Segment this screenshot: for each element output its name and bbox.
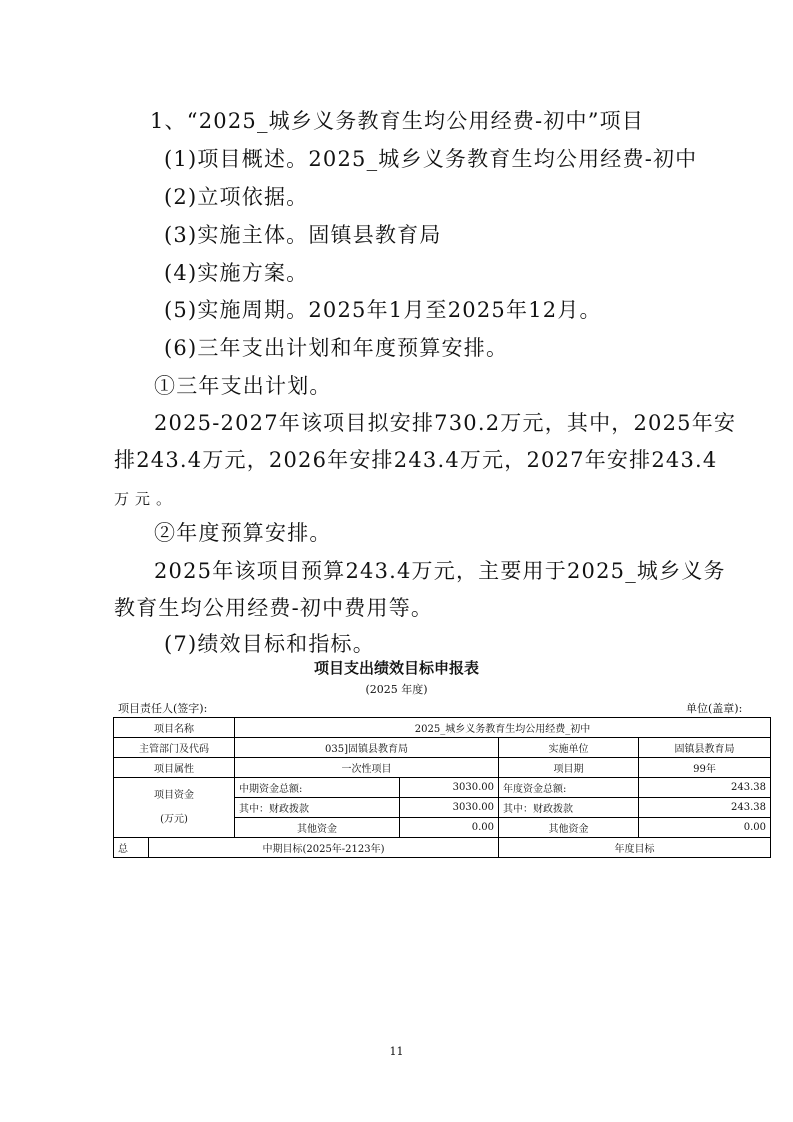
sub-annual-line2: 教育生均公用经费-初中费用等。 (114, 596, 434, 620)
unit-seal-label: 单位(盖章): (686, 702, 743, 715)
dept-label: 主管部门及代码 (114, 738, 235, 758)
annual-goal-label: 年度目标 (499, 838, 771, 858)
mid-goal-label: 中期目标(2025年-2123年) (149, 838, 499, 858)
annual-other-value: 0.00 (639, 818, 771, 838)
project-name-value: 2025_城乡义务教育生均公用经费_初中 (235, 718, 771, 738)
item-period: (5)实施周期。2025年1月至2025年12月。 (164, 298, 602, 322)
attr-value: 一次性项目 (235, 758, 499, 778)
total-label: 总 (114, 838, 149, 858)
table-row (114, 778, 771, 798)
period-value: 99年 (639, 758, 771, 778)
mid-fiscal-value: 3030.00 (400, 798, 499, 818)
form-title: 项目支出绩效目标申报表 (313, 659, 479, 677)
sub-three-year-line2: 排243.4万元，2026年安排243.4万元，2027年安排243.4 (114, 448, 718, 472)
project-name-label: 项目名称 (114, 718, 235, 738)
impl-unit-value: 固镇县教育局 (639, 738, 771, 758)
annual-total-label: 年度资金总额: (499, 778, 639, 798)
item-basis: (2)立项依据。 (164, 185, 309, 209)
item-expenditure-plan: (6)三年支出计划和年度预算安排。 (164, 336, 509, 360)
annual-fiscal-value: 243.38 (639, 798, 771, 818)
fund-label: 项目资金 (154, 789, 194, 801)
sub-three-year-line1: 2025-2027年该项目拟安排730.2万元，其中，2025年安 (154, 411, 737, 435)
mid-total-label: 中期资金总额: (235, 778, 400, 798)
annual-fiscal-label: 其中：财政拨款 (499, 798, 639, 818)
period-label: 项目期 (499, 758, 639, 778)
sub-annual-line1: 2025年该项目预算243.4万元，主要用于2025_城乡义务 (154, 559, 726, 583)
mid-total-value: 3030.00 (400, 778, 499, 798)
form-subtitle: (2025 年度) (365, 683, 428, 696)
sub-three-year-line3: 万元。 (114, 490, 178, 508)
attr-label: 项目属性 (114, 758, 235, 778)
mid-other-value: 0.00 (400, 818, 499, 838)
dept-value: 035]固镇县教育局 (235, 738, 499, 758)
mid-fiscal-label: 其中：财政拨款 (235, 798, 400, 818)
item-overview: (1)项目概述。2025_城乡义务教育生均公用经费-初中 (164, 147, 698, 171)
responsible-label: 项目责任人(签字): (118, 702, 208, 715)
performance-form-table (113, 717, 771, 858)
table-row (114, 738, 771, 758)
mid-other-label: 其他资金 (235, 818, 400, 838)
sub-three-year-title: ①三年支出计划。 (154, 374, 332, 398)
annual-other-label: 其他资金 (499, 818, 639, 838)
impl-unit-label: 实施单位 (499, 738, 639, 758)
table-row (114, 838, 771, 858)
sub-annual-title: ②年度预算安排。 (154, 521, 332, 545)
annual-total-value: 243.38 (639, 778, 771, 798)
page-number: 11 (389, 1045, 404, 1058)
item-plan: (4)实施方案。 (164, 261, 309, 285)
table-row (114, 718, 771, 738)
project-heading: 1、“2025_城乡义务教育生均公用经费-初中”项目 (150, 109, 645, 133)
fund-label-cell (114, 778, 235, 838)
item-performance: (7)绩效目标和指标。 (164, 632, 375, 656)
table-row (114, 758, 771, 778)
item-subject: (3)实施主体。固镇县教育局 (164, 223, 442, 247)
fund-unit: (万元) (160, 813, 188, 825)
